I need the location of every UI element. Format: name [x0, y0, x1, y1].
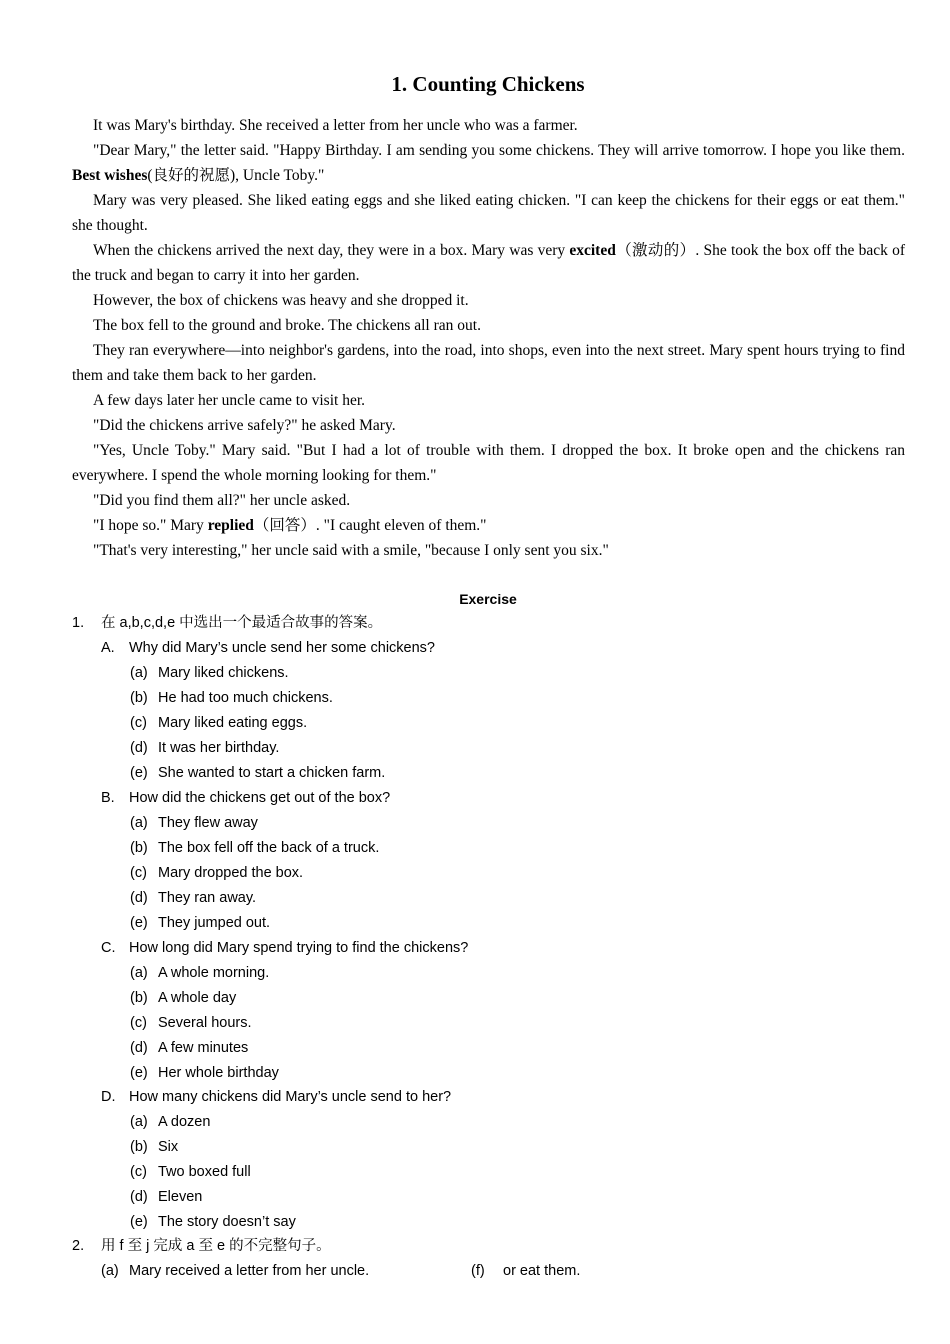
story-paragraph: The box fell to the ground and broke. The chickens all ran out.	[93, 317, 481, 334]
story-paragraph: "Dear Mary," the letter said. "Happy Birthday. I am sending you some chickens. They will arrive tomorrow. I hope you like them. Best wishes(良好的祝愿), Uncle Toby."	[72, 142, 905, 184]
answer-option: (b) The box fell off the back of a truck.	[130, 840, 380, 856]
sentence-start: (a) Mary received a letter from her uncle.	[101, 1263, 370, 1279]
sentence-ending: (f) or eat them.	[471, 1263, 581, 1279]
answer-option: (c) Mary dropped the box.	[130, 865, 304, 881]
story-paragraph: A few days later her uncle came to visit her.	[93, 392, 366, 409]
story-paragraph: They ran everywhere—into neighbor's gardens, into the road, into shops, even into the next street. Mary spent hours trying to find them and take them back to her garden.	[72, 342, 905, 384]
answer-option: (c) Several hours.	[130, 1015, 252, 1031]
answer-option: (d) Eleven	[130, 1189, 203, 1205]
subquestion-b: B. How did the chickens get out of the box?	[101, 790, 391, 806]
answer-option: (a) Mary liked chickens.	[130, 665, 289, 681]
story-paragraph: It was Mary's birthday. She received a letter from her uncle who was a farmer.	[93, 117, 578, 134]
subquestion-a: A. Why did Mary’s uncle send her some chickens?	[101, 640, 435, 656]
answer-option: (d) They ran away.	[130, 890, 257, 906]
subquestion-c: C. How long did Mary spend trying to find the chickens?	[101, 940, 469, 956]
answer-option: (e) She wanted to start a chicken farm.	[130, 765, 386, 781]
answer-option: (b) Six	[130, 1139, 179, 1155]
vocab-word: Best wishes	[72, 167, 148, 184]
vocab-word: excited	[569, 242, 616, 259]
answer-option: (b) He had too much chickens.	[130, 690, 333, 706]
question-1: 1. 在 a,b,c,d,e 中选出一个最适合故事的答案。	[72, 615, 383, 631]
vocab-word: replied	[207, 517, 254, 534]
answer-option: (e) The story doesn’t say	[130, 1214, 296, 1230]
story-paragraph: However, the box of chickens was heavy and she dropped it.	[93, 292, 469, 309]
answer-option: (a) They flew away	[130, 815, 258, 831]
question-2: 2. 用 f 至 j 完成 a 至 e 的不完整句子。	[72, 1238, 331, 1254]
story-paragraph: "That's very interesting," her uncle said with a smile, "because I only sent you six."	[93, 542, 609, 559]
story-body	[72, 113, 905, 563]
answer-option: (c) Two boxed full	[130, 1164, 251, 1180]
story-paragraph: "Did you find them all?" her uncle asked.	[93, 492, 351, 509]
answer-option: (e) Her whole birthday	[130, 1065, 279, 1081]
answer-option: (b) A whole day	[130, 990, 237, 1006]
story-paragraph: "Did the chickens arrive safely?" he asked Mary.	[93, 417, 396, 434]
story-paragraph: "I hope so." Mary replied（回答）. "I caught eleven of them."	[93, 517, 487, 534]
answer-option: (e) They jumped out.	[130, 915, 271, 931]
story-paragraph: When the chickens arrived the next day, they were in a box. Mary was very excited（激动的）. She took the box off the back of the truck and began to carry it into her garden.	[72, 242, 905, 284]
answer-option: (d) A few minutes	[130, 1040, 249, 1056]
story-title: 1. Counting Chickens	[391, 72, 585, 96]
subquestion-d: D. How many chickens did Mary’s uncle send to her?	[101, 1089, 452, 1105]
answer-option: (d) It was her birthday.	[130, 740, 280, 756]
exercise-title: Exercise	[459, 591, 517, 607]
answer-option: (a) A dozen	[130, 1114, 211, 1130]
answer-option: (a) A whole morning.	[130, 965, 270, 981]
answer-option: (c) Mary liked eating eggs.	[130, 715, 308, 731]
story-paragraph: "Yes, Uncle Toby." Mary said. "But I had a lot of trouble with them. I dropped the box. It broke open and the chickens ran everywhere. I spend the whole morning looking for them."	[72, 442, 905, 484]
story-paragraph: Mary was very pleased. She liked eating eggs and she liked eating chicken. "I can keep the chickens for their eggs or eat them." she thought.	[72, 192, 905, 234]
